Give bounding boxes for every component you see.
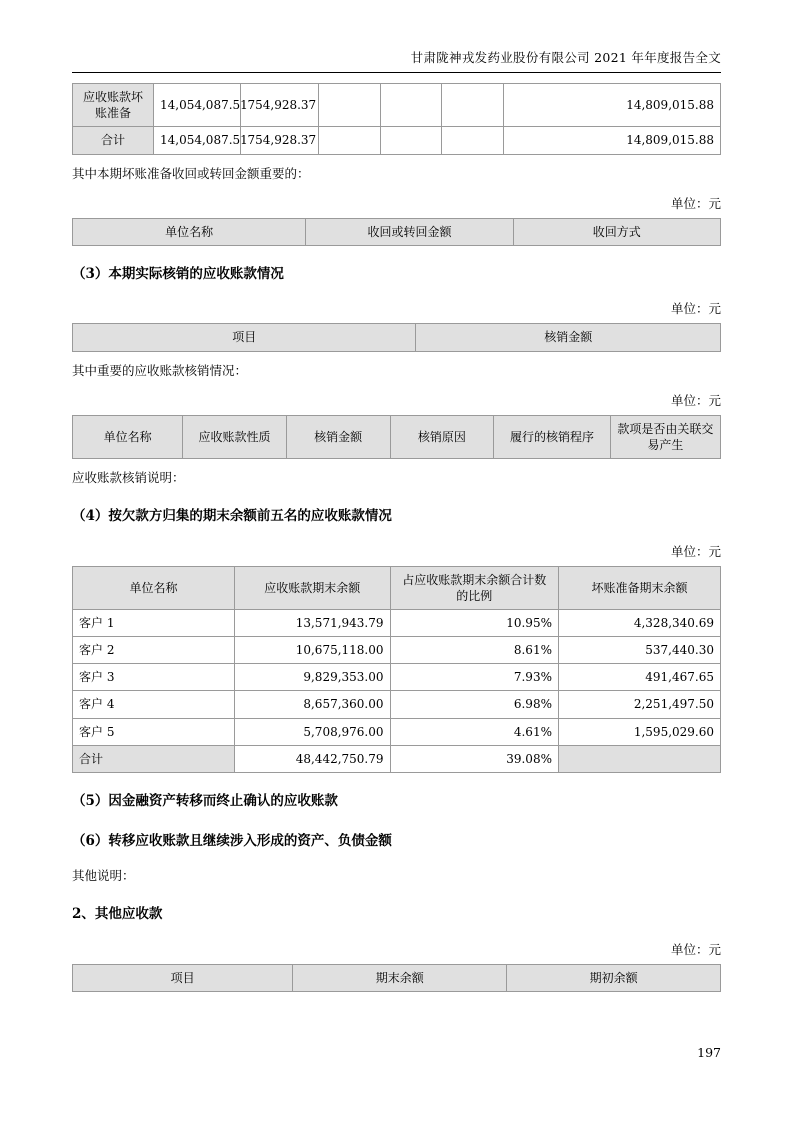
- cell-value: [442, 84, 504, 127]
- total-ratio: 39.08%: [390, 745, 558, 772]
- cell-value: [380, 84, 442, 127]
- column-header: 项目: [73, 964, 293, 991]
- table-row-total: [73, 745, 721, 772]
- header-divider: [72, 72, 721, 73]
- table-row: [73, 84, 721, 127]
- unit-label: 单位：元: [670, 392, 721, 408]
- customer-name: 客户 2: [73, 637, 235, 664]
- total-balance: 48,442,750.79: [235, 745, 391, 772]
- row-label: 应收账款坏账准备: [73, 84, 154, 127]
- cell-value: 14,054,087.51: [154, 84, 241, 127]
- cell-value: [319, 84, 381, 127]
- unit-label: 单位：元: [670, 941, 721, 957]
- cell-value: 14,809,015.88: [503, 127, 720, 154]
- receivable-balance: 13,571,943.79: [235, 609, 391, 636]
- cell-value: [380, 127, 442, 154]
- table-row: [73, 718, 721, 745]
- column-header: 履行的核销程序: [494, 415, 611, 458]
- column-header: 收回或转回金额: [306, 218, 513, 245]
- receivable-ratio: 8.61%: [390, 637, 558, 664]
- section-4-heading: （4）按欠款方归集的期末余额前五名的应收账款情况: [72, 507, 392, 524]
- column-header: 核销金额: [286, 415, 390, 458]
- bad-debt-provision-table: [72, 83, 721, 155]
- customer-name: 客户 5: [73, 718, 235, 745]
- note-writeoff-explanation: 应收账款核销说明：: [72, 469, 185, 485]
- column-header: 收回方式: [513, 218, 720, 245]
- note-recovered: 其中本期坏账准备收回或转回金额重要的：: [72, 165, 310, 181]
- unit-label: 单位：元: [670, 301, 721, 317]
- column-header: 应收账款期末余额: [235, 566, 391, 609]
- receivable-balance: 5,708,976.00: [235, 718, 391, 745]
- important-writeoff-table: [72, 415, 721, 459]
- table-header-row: [73, 964, 721, 991]
- note-important-writeoff: 其中重要的应收账款核销情况：: [72, 362, 248, 378]
- table-header-row: [73, 566, 721, 609]
- table-header-row: [73, 324, 721, 351]
- receivable-ratio: 7.93%: [390, 664, 558, 691]
- receivable-balance: 8,657,360.00: [235, 691, 391, 718]
- bad-debt-balance: 491,467.65: [558, 664, 720, 691]
- column-header: 期初余额: [507, 964, 721, 991]
- row-label: 合计: [73, 127, 154, 154]
- total-label: 合计: [73, 745, 235, 772]
- bad-debt-balance: 4,328,340.69: [558, 609, 720, 636]
- unit-label: 单位：元: [670, 195, 721, 211]
- column-header: 核销金额: [416, 324, 721, 351]
- column-header: 核销原因: [390, 415, 494, 458]
- receivable-ratio: 10.95%: [390, 609, 558, 636]
- write-off-table: [72, 323, 721, 351]
- cell-value: 754,928.37: [241, 127, 319, 154]
- column-header: 单位名称: [73, 415, 183, 458]
- cell-value: 14,054,087.51: [154, 127, 241, 154]
- section-3-heading: （3）本期实际核销的应收账款情况: [72, 265, 284, 282]
- page-header: 甘肃陇神戎发药业股份有限公司 2021 年年度报告全文: [410, 50, 721, 65]
- customer-name: 客户 1: [73, 609, 235, 636]
- section-other-receivables-heading: 2、其他应收款: [72, 906, 163, 923]
- section-6-heading: （6）转移应收账款且继续涉入形成的资产、负债金额: [72, 832, 392, 849]
- cell-value: [442, 127, 504, 154]
- table-header-row: [73, 415, 721, 458]
- bad-debt-balance: 2,251,497.50: [558, 691, 720, 718]
- customer-name: 客户 4: [73, 691, 235, 718]
- recovered-amount-table: [72, 218, 721, 246]
- receivable-balance: 10,675,118.00: [235, 637, 391, 664]
- receivable-ratio: 4.61%: [390, 718, 558, 745]
- receivable-ratio: 6.98%: [390, 691, 558, 718]
- cell-value: 14,809,015.88: [503, 84, 720, 127]
- column-header: 单位名称: [73, 218, 306, 245]
- column-header: 期末余额: [293, 964, 507, 991]
- cell-value: 754,928.37: [241, 84, 319, 127]
- column-header: 占应收账款期末余额合计数的比例: [390, 566, 558, 609]
- receivable-balance: 9,829,353.00: [235, 664, 391, 691]
- table-row: [73, 691, 721, 718]
- column-header: 款项是否由关联交易产生: [610, 415, 720, 458]
- section-5-heading: （5）因金融资产转移而终止确认的应收账款: [72, 793, 338, 809]
- table-row: [73, 609, 721, 636]
- column-header: 坏账准备期末余额: [558, 566, 720, 609]
- customer-name: 客户 3: [73, 664, 235, 691]
- page-number: 197: [697, 1045, 721, 1060]
- bad-debt-balance: 537,440.30: [558, 637, 720, 664]
- column-header: 项目: [73, 324, 416, 351]
- other-receivables-table: [72, 964, 721, 992]
- bad-debt-balance: 1,595,029.60: [558, 718, 720, 745]
- table-row: [73, 637, 721, 664]
- column-header: 应收账款性质: [183, 415, 287, 458]
- cell-value: [319, 127, 381, 154]
- total-bad-debt: [558, 745, 720, 772]
- table-row: [73, 127, 721, 154]
- column-header: 单位名称: [73, 566, 235, 609]
- note-other-explanation: 其他说明：: [72, 868, 135, 884]
- top-five-receivables-table: [72, 566, 721, 774]
- table-row: [73, 664, 721, 691]
- table-header-row: [73, 218, 721, 245]
- unit-label: 单位：元: [670, 543, 721, 559]
